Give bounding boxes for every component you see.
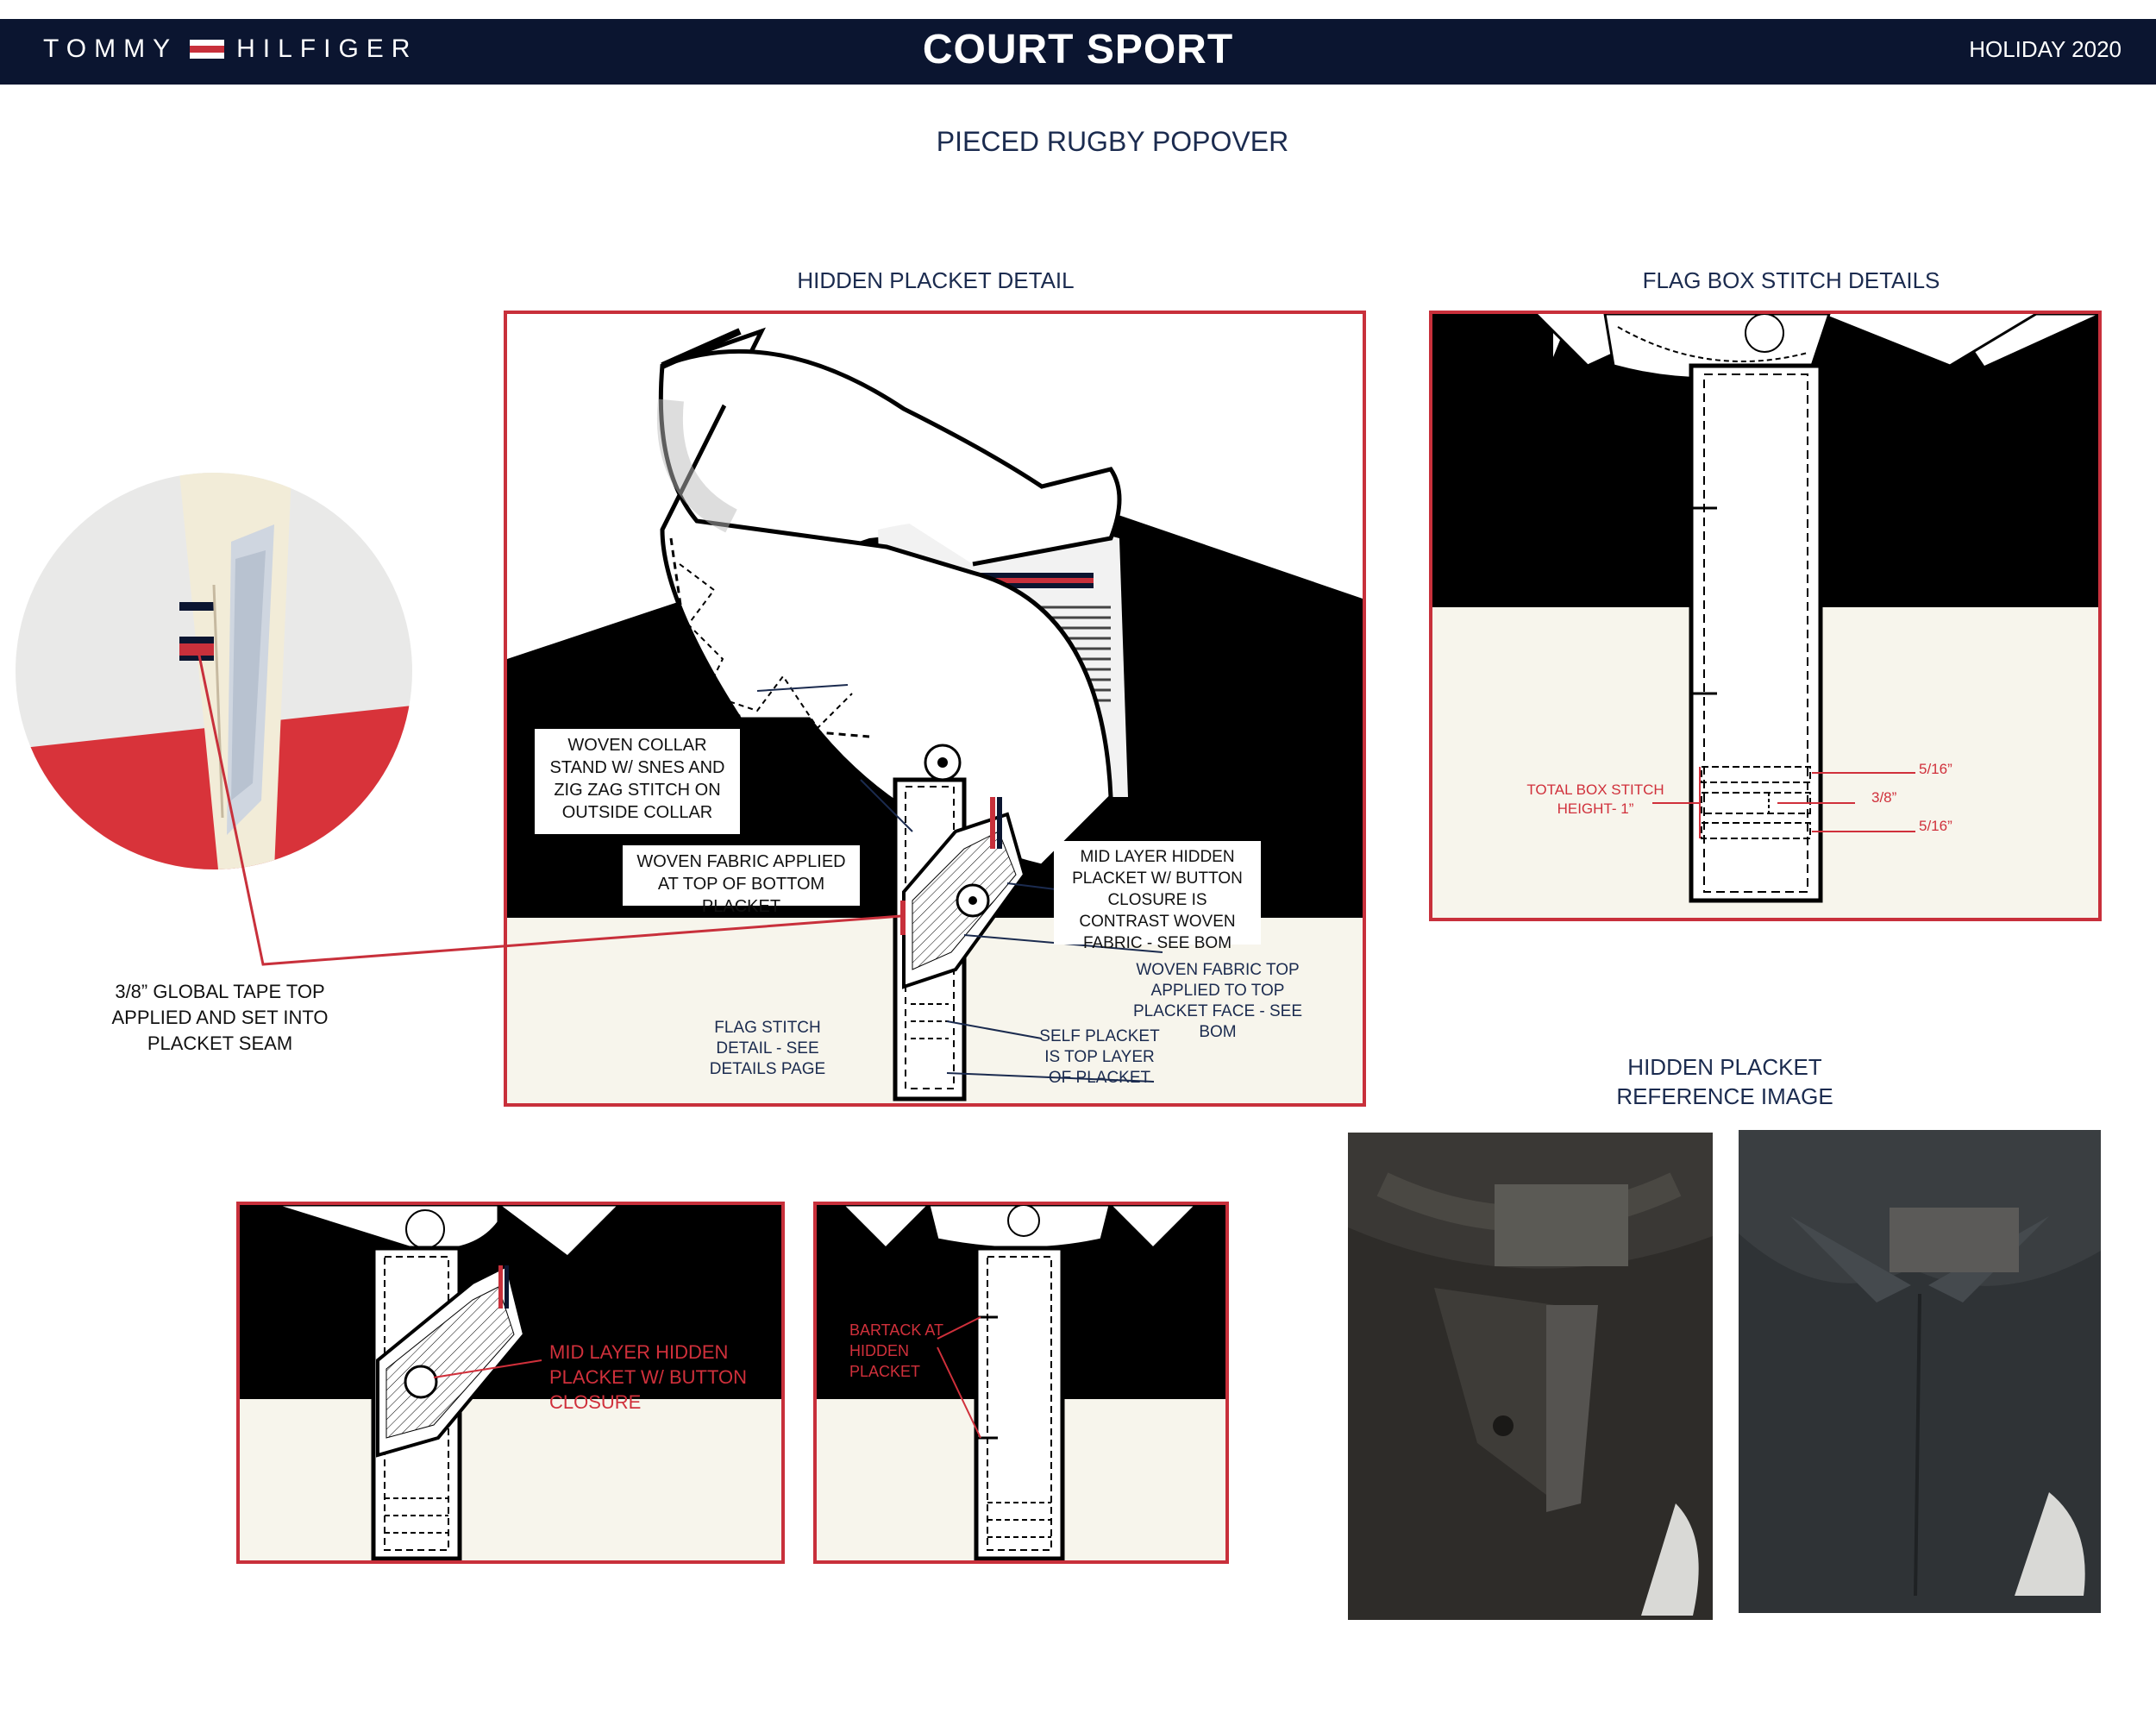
brand-left: TOMMY (43, 35, 179, 63)
reference-title-line1: HIDDEN PLACKET (1627, 1054, 1822, 1080)
callout-global-tape: 3/8” GLOBAL TAPE TOP APPLIED AND SET INTO PLACKET SEAM (111, 981, 329, 1054)
section-title-hidden-placket: HIDDEN PLACKET DETAIL (797, 267, 1075, 293)
dim-mid-label: 3/8” (1871, 789, 1897, 806)
callout-collar-stand: WOVEN COLLAR STAND W/ SNES AND ZIG ZAG STITCH ON OUTSIDE COLLAR (535, 729, 740, 834)
reference-photo-closed (1739, 1130, 2101, 1613)
flag-box-button-icon (1745, 314, 1783, 352)
callout-woven-fabric-bottom: WOVEN FABRIC APPLIED AT TOP OF BOTTOM PLACKET (623, 845, 860, 906)
reference-title-line2: REFERENCE IMAGE (1616, 1083, 1833, 1109)
dim-top-label: 5/16” (1919, 761, 1952, 777)
callout-bartack: BARTACK AT HIDDEN PLACKET (849, 1321, 943, 1380)
page-title: COURT SPORT (922, 27, 1234, 72)
flag-box-panel (1429, 311, 2102, 921)
label-blur-2 (1890, 1208, 2019, 1272)
label-blur-1 (1495, 1184, 1628, 1266)
bartack-button-icon (1008, 1205, 1039, 1236)
section-title-flag-box: FLAG BOX STITCH DETAILS (1642, 267, 1940, 293)
bartack-panel (813, 1202, 1229, 1564)
reference-photo-open (1348, 1133, 1713, 1620)
callout-woven-fabric-top-placket: WOVEN FABRIC TOP APPLIED TO TOP PLACKET FACE - SEE BOM (1132, 961, 1303, 1041)
bartack-drawing (817, 1205, 1225, 1560)
mid-panel-button-icon (405, 1366, 436, 1397)
callout-mid-layer: MID LAYER HIDDEN PLACKET W/ BUTTON CLOSURE IS CONTRAST WOVEN FABRIC - SEE BOM (1054, 841, 1261, 945)
callout-self-placket: SELF PLACKET IS TOP LAYER OF PLACKET (1039, 1027, 1160, 1087)
season-label: HOLIDAY 2020 (1969, 36, 2122, 62)
callout-mid-layer-small: MID LAYER HIDDEN PLACKET W/ BUTTON CLOSURE (549, 1341, 748, 1413)
brand-right: HILFIGER (236, 35, 418, 63)
page-subtitle: PIECED RUGBY POPOVER (936, 126, 1289, 157)
dim-bottom-label: 5/16” (1919, 818, 1952, 834)
callout-flag-stitch: FLAG STITCH DETAIL - SEE DETAILS PAGE (709, 1019, 826, 1078)
callout-total-box: TOTAL BOX STITCH HEIGHT- 1” (1526, 781, 1664, 817)
flag-box-drawing (1432, 314, 2098, 918)
mid-panel-collar-button-icon (406, 1210, 444, 1248)
